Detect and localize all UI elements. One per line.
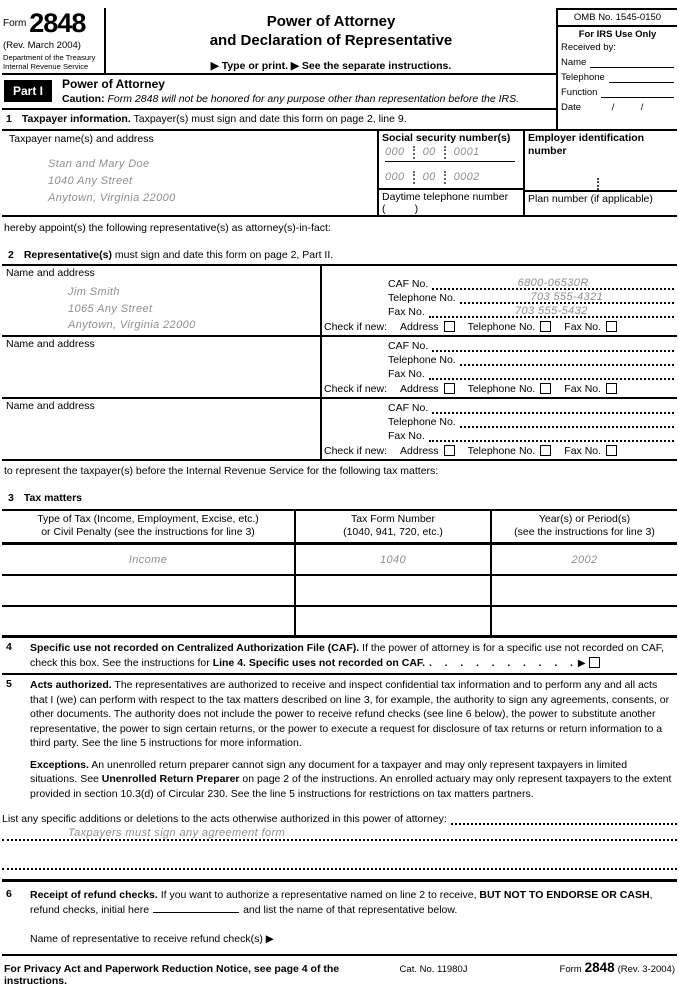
irs-name-label: Name [561, 57, 587, 68]
taxpayer-info-table [2, 131, 677, 217]
line4-section [2, 638, 677, 675]
years-periods-value-1[interactable]: 2002 [490, 545, 677, 574]
form-number-line [3, 8, 102, 39]
footer-form-identity [560, 960, 675, 975]
ssn-label: Social security number(s) [382, 132, 511, 145]
rep1-fax-field[interactable]: 703 555-5432 [429, 305, 674, 318]
rep3-telephone-row [388, 415, 674, 428]
line4-specific-use-checkbox[interactable] [589, 657, 600, 668]
line6-text3: and list the name of that representative below. [243, 903, 458, 916]
part1-caution [62, 93, 519, 105]
rep2-check-telephone-label: Telephone No. [467, 382, 536, 395]
daytime-phone-label: Daytime telephone number [382, 191, 509, 204]
line4-paragraph [2, 638, 677, 670]
form-title-block [106, 8, 556, 73]
additions-deletions-blank-line[interactable] [2, 868, 677, 870]
rep3-check-address-label: Address [400, 444, 439, 457]
irs-date-label: Date [561, 102, 582, 113]
line4-bold2: Line 4. Specific uses not recorded on CAF. [212, 656, 426, 669]
unenrolled-return-preparer-bold: Unenrolled Return Preparer [101, 773, 240, 786]
received-by-label: Received by: [561, 42, 616, 53]
irs-use-only-title: For IRS Use Only [578, 29, 657, 40]
rep2-fax-row [388, 367, 674, 380]
tax-form-number-header-line2: (1040, 941, 720, etc.) [343, 526, 443, 539]
rep2-new-address-checkbox[interactable] [444, 383, 455, 394]
rep1-name-address-cell [2, 266, 320, 335]
ssn2-area: 000 [385, 171, 405, 183]
additions-deletions-label: List any specific additions or deletions to the acts otherwise authorized in this power of attorney: [2, 813, 447, 826]
part1-header-bar [2, 73, 556, 110]
line1-number: 1 [6, 113, 12, 126]
line4-bold1: Specific use not recorded on Centralized Authorization File (CAF). [30, 642, 360, 655]
part1-title-block [62, 77, 519, 105]
line6-bold1: Receipt of refund checks. [30, 889, 158, 902]
line5-body [30, 678, 675, 801]
rep2-contact-cell [320, 337, 677, 397]
years-periods-header-line1: Year(s) or Period(s) [538, 512, 631, 525]
rep3-check-telephone-label: Telephone No. [467, 444, 536, 457]
rep2-name-address-cell [2, 337, 320, 397]
rep3-caf-row [388, 401, 674, 414]
line5-number: 5 [6, 678, 12, 691]
representative-row-2 [2, 337, 677, 399]
rep1-telephone-field[interactable]: 703 555-4321 [460, 291, 674, 304]
rep1-caf-row [388, 277, 674, 290]
catalog-number: Cat. No. 11980J [399, 963, 468, 975]
taxpayer-name: Stan and Mary Doe [48, 157, 150, 170]
rep1-fax-label: Fax No. [388, 305, 425, 318]
ssn-value-2[interactable] [385, 171, 515, 184]
type-of-tax-value-2[interactable] [2, 576, 294, 605]
ssn2-group: 00 [422, 171, 436, 183]
rep2-check-if-new-row [324, 383, 674, 395]
ssn1-group: 00 [422, 146, 436, 158]
ssn1-serial: 0001 [453, 146, 480, 158]
tax-form-number-header-line1: Tax Form Number [350, 512, 435, 525]
irs-use-only-box [556, 8, 677, 129]
header-main [2, 8, 556, 129]
tax-form-number-value-1[interactable]: 1040 [294, 545, 490, 574]
ssn2-serial: 0002 [453, 171, 480, 183]
rep2-check-label: Check if new: [324, 382, 388, 395]
type-of-tax-value-3[interactable] [2, 607, 294, 635]
rep1-city: Anytown, Virginia 22000 [68, 319, 196, 332]
type-of-tax-column-header [2, 511, 294, 542]
irs-name-row [558, 57, 677, 68]
appoint-statement: hereby appoint(s) the following representative(s) as attorney(s)-in-fact: [4, 222, 331, 235]
rep3-new-fax-checkbox[interactable] [606, 445, 617, 456]
ssn-separator [444, 171, 446, 184]
line4-arrow-icon: ▶ [577, 657, 586, 669]
rep3-contact-cell [320, 399, 677, 459]
form-number: 2848 [29, 8, 86, 38]
rep1-check-fax-label: Fax No. [564, 320, 602, 333]
irs-telephone-label: Telephone [561, 72, 605, 83]
rep3-telephone-label: Telephone No. [388, 415, 456, 428]
rep1-name-address-label: Name and address [6, 267, 95, 280]
rep2-check-fax-label: Fax No. [564, 382, 602, 395]
footer-form-number: 2848 [584, 959, 615, 975]
daytime-phone-field[interactable]: ( ) [382, 203, 419, 216]
rep2-caf-field[interactable] [432, 339, 674, 352]
rep1-new-fax-checkbox[interactable] [606, 321, 617, 332]
agency-line1: Department of the Treasury [3, 53, 96, 62]
rep2-new-telephone-checkbox[interactable] [540, 383, 551, 394]
rep2-telephone-row [388, 353, 674, 366]
line2-text: must sign and date this form on page 2, Part II. [111, 249, 334, 262]
ssn1-area: 000 [385, 146, 405, 158]
line4-dot-leader: . . . . . . . . . . [425, 656, 578, 669]
rep3-new-address-checkbox[interactable] [444, 445, 455, 456]
privacy-act-notice: For Privacy Act and Paperwork Reduction Notice, see page 4 of the instructions. [4, 962, 340, 987]
caution-text: Form 2848 will not be honored for any purpose other than representation before the IRS. [104, 93, 520, 106]
represent-statement: to represent the taxpayer(s) before the Internal Revenue Service for the following tax matters: [4, 464, 439, 477]
representatives-table [2, 264, 677, 461]
ssn-value-1[interactable] [385, 146, 515, 162]
header-top-row [2, 8, 556, 73]
irs-date-row [558, 102, 677, 113]
line6-section [2, 882, 677, 946]
line2-number: 2 [8, 249, 14, 262]
rep1-telephone-row [388, 291, 674, 304]
line3-number: 3 [8, 491, 14, 504]
line2-bold: Representative(s) [23, 249, 112, 262]
taxpayer-street: 1040 Any Street [48, 174, 133, 187]
ein-cell [523, 131, 677, 215]
rep2-caf-label: CAF No. [388, 339, 429, 352]
form-identity-block [2, 8, 106, 73]
irs-telephone-field[interactable] [609, 72, 674, 83]
ssn-separator [444, 146, 446, 159]
rep2-telephone-field[interactable] [460, 353, 674, 366]
form-header [2, 8, 677, 131]
line6-paragraph [30, 888, 675, 917]
rep1-caf-field[interactable]: 6800-06530R [432, 277, 674, 290]
rep1-new-address-checkbox[interactable] [444, 321, 455, 332]
footer-form-revision: (Rev. 3-2004) [617, 963, 675, 975]
rep3-fax-label: Fax No. [388, 429, 425, 442]
type-of-tax-header-line2: or Civil Penalty (see the instructions for line 3) [41, 526, 255, 539]
agency-name [3, 54, 102, 71]
rep1-check-if-new-row [324, 321, 674, 333]
plan-number-label: Plan number (if applicable) [528, 192, 653, 205]
rep3-name-address-label: Name and address [6, 399, 95, 412]
form-word: Form [3, 18, 27, 29]
rep3-caf-field[interactable] [432, 401, 674, 414]
line4-number: 4 [6, 641, 12, 654]
rep3-name-address-cell [2, 399, 320, 459]
line2-heading [2, 249, 677, 264]
years-periods-header-line2: (see the instructions for line 3) [514, 526, 655, 539]
additions-deletions-entry[interactable]: Taxpayers must sign any agreement form [2, 826, 677, 841]
rep3-check-if-new-row [324, 445, 674, 457]
taxpayer-name-address-label: Taxpayer name(s) and address [9, 133, 154, 146]
rep1-caf-label: CAF No. [388, 277, 429, 290]
rep2-new-fax-checkbox[interactable] [606, 383, 617, 394]
irs-function-row [558, 87, 677, 98]
form-title-line1: Power of Attorney [266, 13, 396, 30]
ssn-separator [413, 171, 415, 184]
rep2-check-address-label: Address [400, 382, 439, 395]
line5-bold: Acts authorized. [30, 679, 112, 692]
line5-section [2, 675, 677, 870]
rep2-fax-label: Fax No. [388, 367, 425, 380]
plan-number-cell [525, 190, 677, 216]
irs-date-field[interactable]: / / [611, 102, 644, 113]
rep1-check-telephone-label: Telephone No. [467, 320, 536, 333]
additions-deletions-leader[interactable] [451, 813, 677, 825]
line5-para1-text: The representatives are authorized to receive and inspect confidential tax information and to perform any and all acts that I (we) can perform with respect to the tax matters described on line 3, for example, the authority to sign any agreements, consents, or other documents. The authority does not include the power to receive refund checks (see line 6 below), the power to substitute another representative, the power to sign certain returns, or the power to execute a request for disclosure of tax returns or return information to a third party. See the line 5 instructions for more information. [30, 679, 670, 750]
tax-matters-row-3 [2, 607, 677, 638]
rep1-name: Jim Smith [68, 286, 120, 299]
line6-text2: , refund checks, initial here [30, 889, 653, 916]
type-or-print-instruction: ▶ Type or print. ▶ See the separate instructions. [210, 59, 452, 72]
type-of-tax-header-line1: Type of Tax (Income, Employment, Excise, etc.) [37, 512, 259, 525]
representative-row-1 [2, 266, 677, 337]
taxpayer-name-address-value[interactable] [48, 156, 373, 207]
taxpayer-city: Anytown, Virginia 22000 [48, 191, 176, 204]
irs-telephone-row [558, 72, 677, 83]
rep1-telephone-label: Telephone No. [388, 291, 456, 304]
tax-matters-row-2 [2, 576, 677, 607]
tax-form-number-column-header [294, 511, 490, 542]
line5-paragraph1 [2, 675, 677, 801]
tax-matters-header-row [2, 511, 677, 545]
tax-form-number-value-3[interactable] [294, 607, 490, 635]
years-periods-value-3[interactable] [490, 607, 677, 635]
rep3-caf-label: CAF No. [388, 401, 429, 414]
rep2-name-address-label: Name and address [6, 337, 95, 350]
rep3-check-label: Check if new: [324, 444, 388, 457]
rep2-caf-row [388, 339, 674, 352]
irs-function-label: Function [561, 87, 598, 98]
line3-title: Tax matters [23, 491, 83, 504]
line6-number: 6 [6, 888, 12, 901]
line6-bold2: BUT NOT TO ENDORSE OR CASH [479, 889, 650, 902]
rep2-fax-field[interactable] [429, 367, 674, 380]
line1-text: Taxpayer(s) must sign and date this form on page 2, line 9. [130, 113, 407, 126]
rep1-check-label: Check if new: [324, 320, 388, 333]
representative-row-3 [2, 399, 677, 461]
rep3-fax-field[interactable] [429, 429, 674, 442]
irs-function-field[interactable] [601, 87, 674, 98]
footer-form-word: Form [559, 963, 582, 975]
line6-body [30, 888, 675, 946]
tax-matters-table [2, 509, 677, 638]
rep1-name-address-value[interactable] [68, 284, 316, 334]
exceptions-text-a: An unenrolled return preparer cannot sign any document for a taxpayer and may only represent taxpayers in limited situations. See [30, 758, 628, 786]
line1-heading [2, 110, 556, 129]
line5-exceptions-paragraph [30, 758, 675, 801]
irs-name-field[interactable] [590, 57, 674, 68]
line1-bold: Taxpayer information. [21, 113, 131, 126]
rep1-new-telephone-checkbox[interactable] [540, 321, 551, 332]
years-periods-value-2[interactable] [490, 576, 677, 605]
rep3-fax-row [388, 429, 674, 442]
line5-acts-paragraph [30, 678, 675, 750]
line4-body [30, 641, 675, 670]
line6-text1: If you want to authorize a representative named on line 2 to receive, [157, 889, 480, 902]
rep3-new-telephone-checkbox[interactable] [540, 445, 551, 456]
caution-label: Caution: [62, 93, 105, 106]
rep1-check-address-label: Address [400, 320, 439, 333]
form-revision: (Rev. March 2004) [3, 40, 81, 51]
years-periods-column-header [490, 511, 677, 542]
part1-badge: Part I [4, 80, 52, 102]
daytime-phone-cell [379, 188, 523, 215]
line4-text1: If the power of attorney is for a specific use not recorded on CAF, check this box. See the instructions for [30, 642, 664, 669]
taxpayer-name-address-cell [2, 131, 377, 215]
form-title-line2: and Declaration of Representative [209, 31, 453, 49]
ein-separator-mark [597, 178, 599, 190]
ssn-cell [377, 131, 523, 215]
exceptions-bold: Exceptions. [30, 758, 89, 771]
rep1-street: 1065 Any Street [68, 302, 153, 315]
omb-number: OMB No. 1545-0150 [558, 8, 677, 27]
rep1-fax-row [388, 305, 674, 318]
tax-form-number-value-2[interactable] [294, 576, 490, 605]
agency-line2: Internal Revenue Service [3, 61, 89, 71]
line3-heading [2, 492, 677, 507]
initial-here-field[interactable] [153, 903, 239, 913]
refund-representative-line: Name of representative to receive refund check(s) ▶ [30, 933, 274, 946]
form-footer [2, 954, 677, 987]
part1-title: Power of Attorney [62, 77, 165, 92]
rep2-telephone-label: Telephone No. [388, 353, 456, 366]
ein-label: Employer identification number [528, 132, 645, 157]
rep3-check-fax-label: Fax No. [564, 444, 602, 457]
ssn-separator [413, 146, 415, 159]
additions-deletions-row [2, 813, 677, 825]
exceptions-text-b: on page 2 of the instructions. An enrolled actuary may only represent taxpayers to the extent provided in section 10.3(d) of Circular 230. See the line 5 instructions for restrictions on tax matters partners. [30, 773, 672, 800]
rep3-telephone-field[interactable] [460, 415, 674, 428]
tax-matters-row-1 [2, 545, 677, 576]
rep1-contact-cell [320, 266, 677, 335]
type-of-tax-value-1[interactable]: Income [128, 553, 168, 566]
